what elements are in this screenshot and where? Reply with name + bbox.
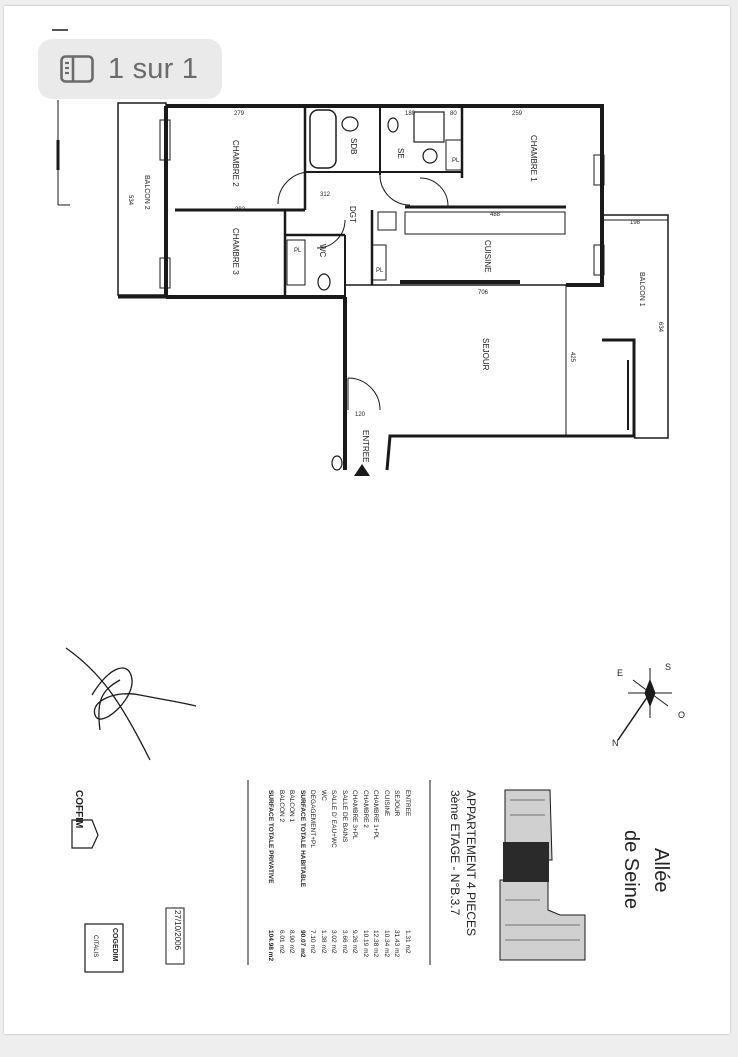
balcony-row: BALCON 1 8.90 m2 (288, 790, 296, 954)
dimension-label: 279 (234, 111, 245, 117)
closet-ch1 (446, 140, 462, 170)
shower (414, 112, 444, 142)
project-name-line2: de Seine (620, 830, 642, 909)
entree-fixture (332, 456, 342, 470)
surface-row: CUISINE 10.34 m2 (383, 790, 390, 958)
compass-icon (618, 668, 672, 740)
outer-wall-sejour (387, 340, 634, 470)
cogedim-brand: COGEDIM (111, 928, 118, 962)
dimension-label: 259 (512, 111, 523, 117)
room-label-cuisine: CUISINE (483, 240, 492, 273)
surface-row: DEGAGEMENT+PL 7.10 m2 (309, 790, 317, 954)
balcon-2-outline (118, 103, 166, 295)
room-label-sdb: SDB (349, 138, 358, 155)
door-arc-entree (348, 378, 380, 410)
dimension-label: 198 (630, 220, 641, 226)
room-label-balcon2: BALCON 2 (143, 175, 150, 210)
surface-row: WC 1.38 m2 (320, 790, 327, 954)
closet-label: PL (294, 248, 302, 254)
compass-e: E (617, 668, 624, 678)
dimension-label: 80 (450, 111, 457, 117)
dimension-label: 180 (405, 111, 416, 117)
closet-dgt (372, 245, 386, 280)
surface-row: CHAMBRE 3+PL 9.26 m2 (351, 790, 359, 954)
surface-table (265, 790, 412, 961)
location-map (500, 790, 585, 960)
surface-row: SEJOUR 31.43 m2 (393, 790, 401, 958)
wc-toilet (318, 274, 330, 290)
se-sink (423, 149, 437, 163)
compass-s: S (665, 662, 672, 672)
page-indicator-label: 1 sur 1 (108, 52, 199, 85)
apartment-floor: 3ème ETAGE - N°B.3.7 (448, 790, 462, 916)
room-label-balcon1: BALCON 1 (638, 272, 645, 307)
surface-row: ENTREE 1.31 m2 (404, 790, 411, 954)
room-label-dgt: DGT (348, 206, 357, 223)
dimension-label: 534 (127, 195, 133, 206)
balcony-row: BALCON 2 6.01 m2 (278, 790, 285, 954)
room-label-sejour: SEJOUR (481, 338, 490, 371)
kitchen-appliance (378, 212, 396, 230)
dimension-label: 706 (478, 290, 489, 296)
entry-arrow-icon (354, 464, 370, 476)
surface-row: CHAMBRE 2 10.19 m2 (362, 790, 369, 958)
dimension-label: 312 (320, 192, 331, 198)
door-arc-se (380, 175, 410, 205)
dimension-label: 634 (657, 322, 663, 333)
sidebar-toggle-icon[interactable] (60, 55, 94, 83)
door-arc-ch1 (420, 178, 448, 206)
compass-n: N (612, 738, 619, 748)
closet-label: PL (452, 158, 460, 164)
dimension-label: 425 (569, 352, 575, 363)
surface-row: SALLE D' EAU+WC 3.02 m2 (330, 790, 338, 954)
surface-total-row: SURFACE TOTALE HABITABLE 90.07 m2 (299, 790, 306, 958)
room-label-chambre2: CHAMBRE 2 (231, 140, 240, 187)
document-date: 27/10/2006 (173, 910, 182, 951)
se-toilet (388, 118, 398, 132)
closet-ch3 (287, 240, 305, 285)
kitchen-counter (405, 212, 565, 234)
room-label-chambre1: CHAMBRE 1 (529, 135, 538, 182)
dimension-label: 382 (235, 207, 246, 213)
project-name-line1: Allée (650, 848, 672, 893)
room-label-entree: ENTREE (361, 430, 370, 463)
dimension-label: 120 (355, 412, 366, 418)
surface-row: SALLE DE BAINS 3.66 m2 (341, 790, 348, 954)
coffim-brand: COFFIM (73, 790, 84, 829)
room-label-wc: WC (318, 244, 327, 258)
page-indicator[interactable] (38, 39, 222, 99)
citalis-brand: CITALIS (92, 935, 98, 958)
dimension-label: 488 (490, 212, 501, 218)
closet-label: PL (376, 268, 384, 274)
surface-row: CHAMBRE 1+PL 12.38 m2 (372, 790, 380, 958)
bath-sink (342, 117, 358, 131)
room-label-chambre3: CHAMBRE 3 (231, 228, 240, 275)
signature (66, 648, 196, 760)
surface-privative-row: SURFACE TOTALE PRIVATIVE 104.98 m2 (267, 790, 275, 962)
compass-o: O (678, 710, 686, 720)
apartment-title: APPARTEMENT 4 PIECES (464, 790, 478, 937)
room-label-se: SE (396, 148, 405, 159)
bathtub (310, 110, 336, 168)
